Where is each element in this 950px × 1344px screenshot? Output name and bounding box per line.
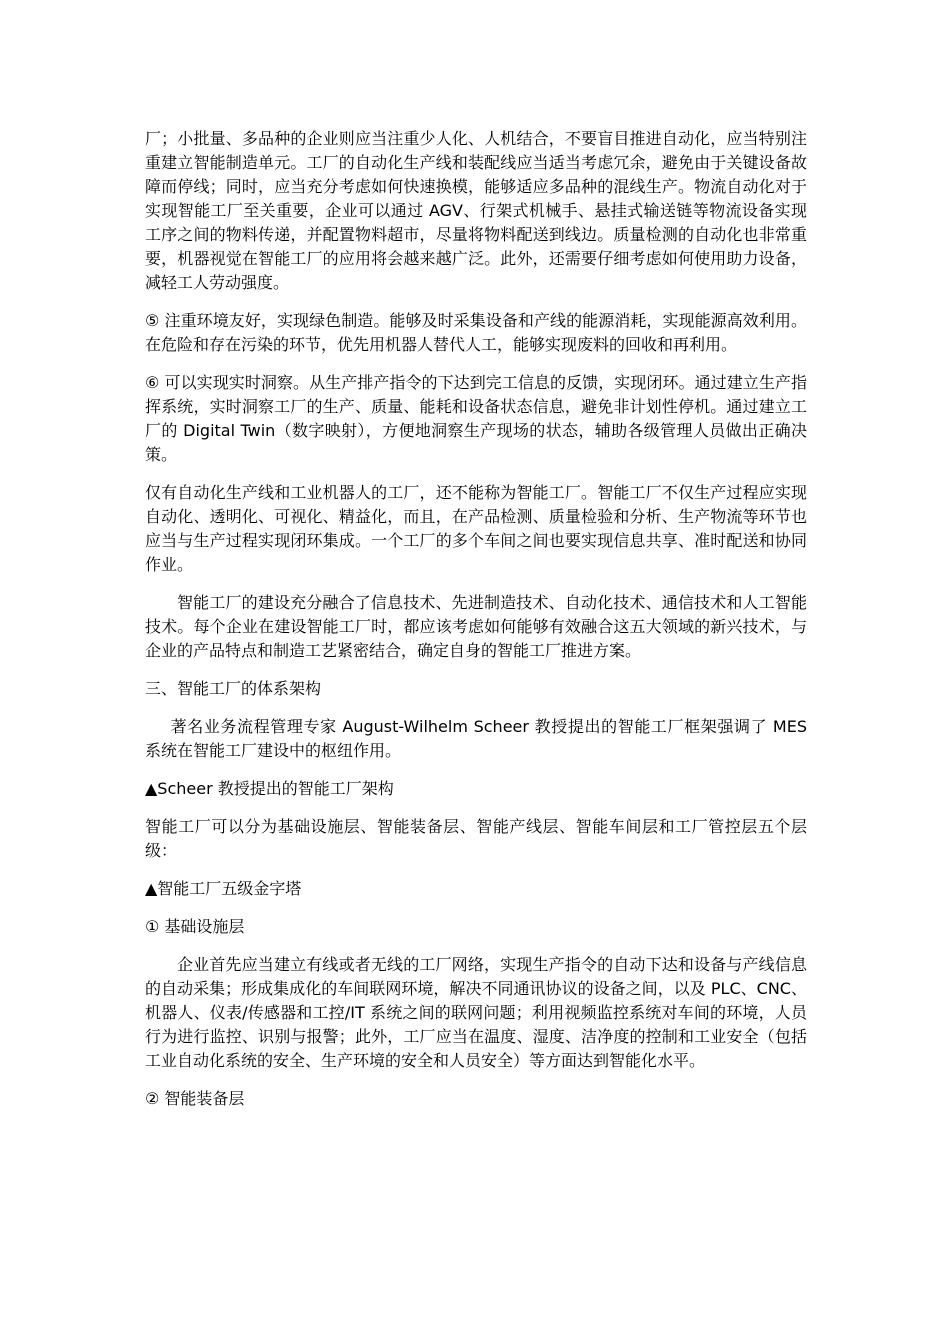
paragraph-five-levels: 智能工厂可以分为基础设施层、智能装备层、智能产线层、智能车间层和工厂管控层五个层级：: [145, 817, 807, 860]
figure-caption-scheer: ▲Scheer 教授提出的智能工厂架构: [145, 779, 394, 798]
subheading-infrastructure-layer: ① 基础设施层: [145, 917, 245, 936]
paragraph-scheer-framework: 著名业务流程管理专家 August-Wilhelm Scheer 教授提出的智能工厂框架强调了 MES 系统在智能工厂建设中的枢纽作用。: [145, 717, 807, 760]
document-page: [145, 127, 807, 1125]
section-heading-architecture: 三、智能工厂的体系架构: [145, 679, 322, 698]
subheading-smart-equipment-layer: ② 智能装备层: [145, 1089, 245, 1108]
figure-caption-pyramid: ▲智能工厂五级金字塔: [145, 879, 302, 898]
paragraph-infrastructure-layer: 企业首先应当建立有线或者无线的工厂网络，实现生产指令的自动下达和设备与产线信息的自动采集；形成集成化的车间联网环境，解决不同通讯协议的设备之间，以及 PLC、CNC、机器人、仪表/传感器和工控/IT 系统之间的联网问题；利用视频监控系统对车间的环境，人员行为进行监控、识别与报警；此外，工厂应当在温度、湿度、洁净度的控制和工业安全（包括工业自动化系统的安全、生产环境的安全和人员安全）等方面达到智能化水平。: [145, 955, 807, 1070]
paragraph-realtime-insight: ⑥ 可以实现实时洞察。从生产排产指令的下达到完工信息的反馈，实现闭环。通过建立生产指挥系统，实时洞察工厂的生产、质量、能耗和设备状态信息，避免非计划性停机。通过建立工厂的 Digital Twin（数字映射），方便地洞察生产现场的状态，辅助各级管理人员做出正确决策。: [145, 373, 807, 464]
paragraph-technology-fusion: 智能工厂的建设充分融合了信息技术、先进制造技术、自动化技术、通信技术和人工智能技术。每个企业在建设智能工厂时，都应该考虑如何能够有效融合这五大领域的新兴技术，与企业的产品特点和制造工艺紧密结合，确定自身的智能工厂推进方案。: [145, 593, 807, 660]
paragraph-smart-factory-definition: 仅有自动化生产线和工业机器人的工厂，还不能称为智能工厂。智能工厂不仅生产过程应实现自动化、透明化、可视化、精益化，而且，在产品检测、质量检验和分析、生产物流等环节也应当与生产过程实现闭环集成。一个工厂的多个车间之间也要实现信息共享、准时配送和协同作业。: [145, 483, 807, 574]
paragraph-factory-automation: 厂；小批量、多品种的企业则应当注重少人化、人机结合，不要盲目推进自动化，应当特别注重建立智能制造单元。工厂的自动化生产线和装配线应当适当考虑冗余，避免由于关键设备故障而停线；同时，应当充分考虑如何快速换模，能够适应多品种的混线生产。物流自动化对于实现智能工厂至关重要，企业可以通过 AGV、行架式机械手、悬挂式输送链等物流设备实现工序之间的物料传递，并配置物料超市，尽量将物料配送到线边。质量检测的自动化也非常重要，机器视觉在智能工厂的应用将会越来越广泛。此外，还需要仔细考虑如何使用助力设备，减轻工人劳动强度。: [145, 129, 807, 292]
paragraph-green-manufacturing: ⑤ 注重环境友好，实现绿色制造。能够及时采集设备和产线的能源消耗，实现能源高效利用。在危险和存在污染的环节，优先用机器人替代人工，能够实现废料的回收和再利用。: [145, 311, 807, 354]
